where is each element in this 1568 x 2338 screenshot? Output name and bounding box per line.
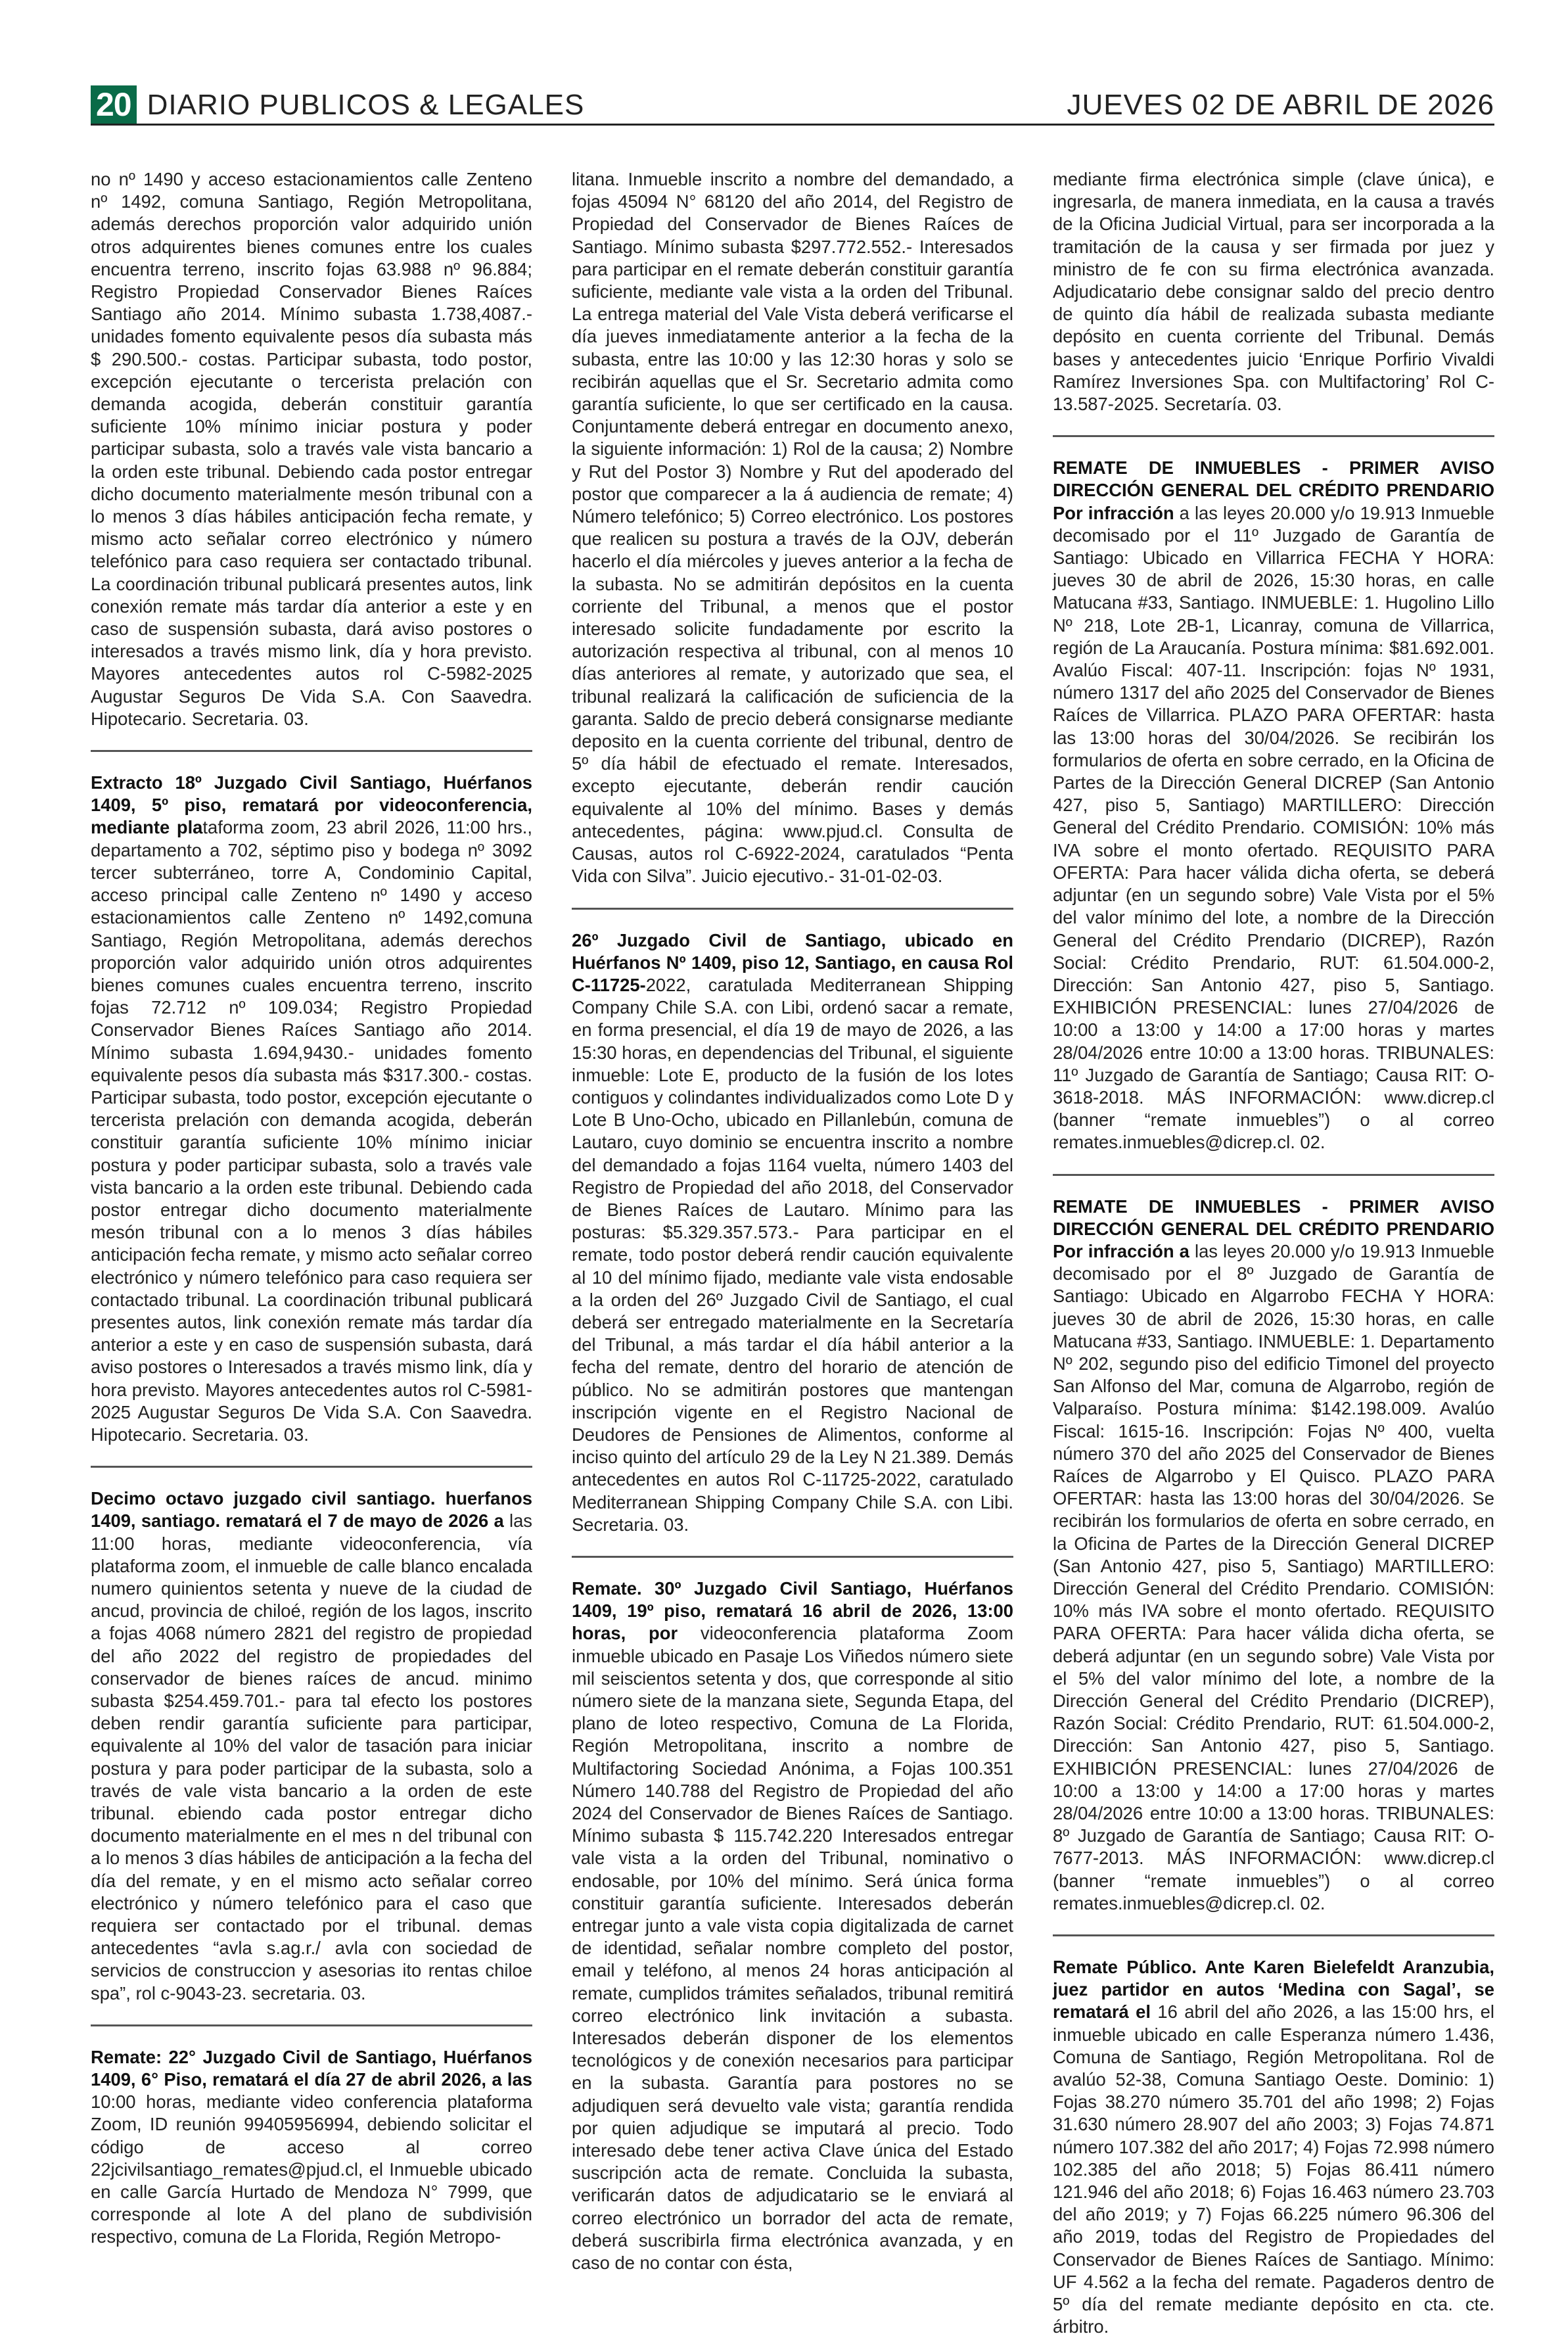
columns xyxy=(91,168,1495,2337)
publication-name: DIARIO PUBLICOS & LEGALES xyxy=(147,89,585,121)
column-1 xyxy=(91,168,532,2266)
notice-body: 10:00 horas, mediante video conferencia plataforma Zoom, ID reunión 99405956994, debiendo solicitar el código de acceso al correo 22jcivilsantiago_remates@pjud.cl, el Inmueble ubicado en calle García Hurtado de Mendoza N° 7999, que corresponde al lote A del plano de subdivisión respectivo, comuna de La Florida, Región Metropo- xyxy=(91,2092,532,2247)
notice-lead: Remate: 22° Juzgado Civil de Santiago, Huérfanos 1409, 6° Piso, rematará el día 27 de abril 2026, a las xyxy=(91,2046,532,2090)
notice-26-juzgado xyxy=(572,929,1013,1536)
notice-lead: Decimo octavo juzgado civil santiago. huerfanos 1409, santiago. rematará el 7 de mayo de 2026 a xyxy=(91,1488,532,1531)
divider xyxy=(1053,1174,1494,1176)
notice-dicrep-algarrobo xyxy=(1053,1196,1494,1915)
divider xyxy=(91,750,532,752)
notice-body: 2022, caratulada Mediterranean Shipping Company Chile S.A. con Libi, ordenó sacar a remate, en forma presencial, el día 19 de mayo de 2026, a las 15:30 horas, en dependencias del Tribunal, el siguiente inmueble: Lote E, producto de la fusión de los lotes contiguos y colindantes individualizados como Lote D y Lote B Uno-Ocho, ubicado en Pillanlebún, comuna de Lautaro, cuyo dominio se encuentra inscrito a nombre del demandado a fojas 1164 vuelta, número 1403 del Registro de Propiedad del año 2018, del Conservador de Bienes Raíces de Lautaro. Mínimo para las posturas: $5.329.357.573.- Para participar en el remate, todo postor deberá rendir caución equivalente al 10 del mínimo fijado, mediante vale vista endosable a la orden del 26º Juzgado Civil de Santiago, el cual deberá ser entregado materialmente en la Secretaría del Tribunal, a más tardar el día hábil anterior a la fecha del remate, dentro del horario de atención de público. No se admitirán postores que mantengan inscripción vigente en el Registro Nacional de Deudores de Pensiones de Alimentos, conforme al inciso quinto del artículo 29 de la Ley N 21.389. Demás antecedentes en autos Rol C-11725-2022, caratulado Mediterranean Shipping Company Chile S.A. con Libi. Secretaria. 03. xyxy=(572,974,1013,1535)
notice-body: 16 abril del año 2026, a las 15:00 hrs, el inmueble ubicado en calle Esperanza número 1.436, Comuna de Santiago, Región Metropolitana. Rol de avalúo 52-38, Comuna Santiago Oeste. Dominio: 1) Fojas 38.270 número 35.701 del año 1998; 2) Fojas 31.630 número 28.907 del año 2003; 3) Fojas 74.871 número 107.382 del año 2017; 4) Fojas 72.998 número 102.385 del año 2018; 5) Fojas 86.411 número 121.946 del año 2018; 6) Fojas 16.463 número 23.703 del año 2019; y 7) Fojas 66.225 número 96.306 del año 2019, todas del Registro de Propiedades del Conservador de Bienes Raíces de Santiago. Mínimo: UF 4.562 a la fecha del remate. Pagaderos dentro de 5º día del remate mediante depósito en cta. cte. árbitro. xyxy=(1053,2001,1495,2337)
notice-dicrep-villarrica xyxy=(1053,457,1494,1154)
notice-continued xyxy=(91,168,532,730)
notice-body: videoconferencia plataforma Zoom inmueble ubicado en Pasaje Los Viñedos número siete mil seiscientos setenta y dos, que corresponde al sitio número siete de la manzana siete, Segunda Etapa, del plano de loteo respectivo, Comuna de La Florida, Región Metropolitana, inscrito a nombre de Multifactoring Sociedad Anónima, a Fojas 100.351 Número 140.788 del Registro de Propiedad del año 2024 del Conservador de Bienes Raíces de Santiago. Mínimo subasta $ 115.742.220 Interesados entregar vale vista a la orden del Tribunal, nominativo o endosable, por 10% del mínimo. Será única forma constituir garantía suficiente. Interesados deberán entregar junto a vale vista copia digitalizada de carnet de identidad, señalar nombre completo del postor, email y teléfono, al menos 24 horas anticipación al remate, cumplidos trámites señalados, tribunal remitirá correo electrónico link invitación a subasta. Interesados deberán disponer de los elementos tecnológicos y de conexión necesarios para participar en la subasta. Garantía para postores no se adjudiquen será devuelto vale vista; garantía rendida por quien adjudique se imputará al precio. Todo interesado debe tener activa Clave única del Estado suscripción acta de remate. Concluida la subasta, verificarán datos de adjudicatario se le enviará al correo electrónico un borrador del acta de remate, deberá suscribirla firma electrónica avanzada, y en caso de no contar con ésta, xyxy=(572,1623,1014,2274)
divider xyxy=(91,1466,532,1468)
notice-lead: REMATE DE INMUEBLES - PRIMER AVISO DIRECCIÓN GENERAL DEL CRÉDITO PRENDARIO Por infracción xyxy=(1053,457,1494,523)
notice-body: no nº 1490 y acceso estacionamientos calle Zenteno nº 1492, comuna Santiago, Región Metropolitana, además derechos proporción valor adquirido unión otros adquirentes bienes comunes entre los cuales encuentra terreno, inscrito fojas 63.988 nº 96.884; Registro Propiedad Conservador Bienes Raíces Santiago año 2014. Mínimo subasta 1.738,4087.- unidades fomento equivalente pesos día subasta más $ 290.500.- costas. Participar subasta, todo postor, excepción ejecutante o tercerista prelación con demanda acogida, deberán constituir garantía suficiente 10% mínimo iniciar postura y poder participar subasta, solo a través vale vista bancario a la orden este tribunal. Debiendo cada postor entregar dicho documento materialmente mesón tribunal con a lo menos 3 días hábiles anticipación fecha remate, y mismo acto señalar correo electrónico y número telefónico para caso requiera ser contactado tribunal. La coordinación tribunal publicará presentes autos, link conexión remate más tardar día anterior a este y en caso de suspensión subasta, dará aviso postores o interesados a través mismo link, día y hora previsto. Mayores antecedentes autos rol C-5982-2025 Augustar Seguros De Vida S.A. Con Saavedra. Hipotecario. Secretaria. 03. xyxy=(91,169,532,729)
notice-body: las leyes 20.000 y/o 19.913 Inmueble decomisado por el 8º Juzgado de Garantía de Santiago: Ubicado en Algarrobo FECHA Y HORA: jueves 30 de abril de 2026, 15:30 horas, en calle Matucana #33, Santiago. INMUEBLE: 1. Departamento Nº 202, segundo piso del edificio Timonel del proyecto San Alfonso del Mar, comuna de Algarrobo, región de Valparaíso. Postura mínima: $142.198.009. Avalúo Fiscal: 1615-16. Inscripción: Fojas Nº 400, vuelta número 370 del año 2025 del Conservador de Bienes Raíces de Algarrobo y El Quisco. PLAZO PARA OFERTAR: hasta las 13:00 horas del 30/04/2026. Se recibirán los formularios de oferta en sobre cerrado, en la Oficina de Partes de la Dirección General DICREP (San Antonio 427, piso 5, Santiago) MARTILLERO: Dirección General del Crédito Prendario. COMISIÓN: 10% más IVA sobre el monto ofertado. REQUISITO PARA OFERTA: Para hacer válida dicha oferta, se deberá adjuntar (en un segundo sobre) Vale Vista por el 5% del valor mínimo del lote, a nombre de la Dirección General del Crédito Prendario (DICREP), Razón Social: Crédito Prendario, RUT: 61.504.000-2, Dirección: San Antonio 427, piso 5, Santiago. EXHIBICIÓN PRESENCIAL: lunes 27/04/2026 de 10:00 a 13:00 y 14:00 a 17:00 horas y martes 28/04/2026 entre 10:00 a 13:00 horas. TRIBUNALES: 8º Juzgado de Garantía de Santiago; Causa RIT: O-7677-2013. MÁS INFORMACIÓN: www.dicrep.cl (banner “remate inmuebles”) o al correo remates.inmuebles@dicrep.cl. 02. xyxy=(1053,1240,1495,1913)
divider xyxy=(91,2024,532,2026)
column-2 xyxy=(572,168,1014,2274)
divider xyxy=(572,908,1013,910)
notice-decimo-octavo xyxy=(91,1487,532,2005)
divider xyxy=(1053,435,1494,437)
notice-body: litana. Inmueble inscrito a nombre del demandado, a fojas 45094 N° 68120 del año 2014, del Registro de Propiedad del Conservador de Bienes Raíces de Santiago. Mínimo subasta $297.772.552.- Interesados para participar en el remate deberán constituir garantía suficiente, mediante vale vista a la orden del Tribunal. La entrega material del Vale Vista deberá verificarse el día jueves inmediatamente anterior a la fecha de la subasta, entre las 10:00 y las 12:30 horas y solo se recibirán aquellas que el Sr. Secretario admita como garantía suficiente, lo que ser certificado en la causa. Conjuntamente deberá entregar en documento anexo, la siguiente información: 1) Rol de la causa; 2) Nombre y Rut del Postor 3) Nombre y Rut del apoderado del postor que comparecer a la á audiencia de remate; 4) Número telefónico; 5) Correo electrónico. Los postores que realicen su postura a través de la OJV, deberán hacerlo el día miércoles y jueves anterior a la fecha de la subasta. No se admitirán depósitos en la cuenta corriente del Tribunal, a menos que el postor interesado solicite fundadamente por escrito la autorización respectiva al tribunal, con al menos 10 días anteriores al remate, y autorizado que sea, el tribunal realizará la calificación de suficiencia de la garanta. Saldo de precio deberá consignarse mediante deposito en la cuenta corriente del tribunal, dentro de 5º día hábil de efectuado el remate. Interesados, excepto ejecutante, deberán rendir caución equivalente al 10% del mínimo. Bases y demás antecedentes, página: www.pjud.cl. Consulta de Causas, autos rol C-6922-2024, caratulados “Penta Vida con Silva”. Juicio ejecutivo.- 31-01-02-03. xyxy=(572,169,1013,887)
notice-body: las 11:00 horas, mediante videoconferencia, vía plataforma zoom, el inmueble de calle blanco encalada numero quinientos setenta y nueve de la ciudad de ancud, provincia de chiloé, región de los lagos, inscrito a fojas 4068 número 2821 del registro de propiedad del año 2022 del registro de propiedades del conservador de bienes raíces de ancud. minimo subasta $254.459.701.- para tal efecto los postores deben rendir garantía suficiente para participar, equivalente al 10% del valor de tasación para iniciar postura y para poder participar de la subasta, solo a través de vale vista bancario a la orden de este tribunal. ebiendo cada postor entregar dicho documento materialmente en el mes n del tribunal con a lo menos 3 días hábiles de anticipación a la fecha del día del remate, y en el mismo acto señalar correo electrónico y número telefónico para el caso que requiera ser contactado por el tribunal. demas antecedentes “avla s.ag.r./ avla con sociedad de servicios de construccion y asesorias ito rentas chiloe spa”, rol c-9043-23. secretaria. 03. xyxy=(91,1510,532,2003)
notice-lead: Remate Público. Ante Karen Bielefeldt Aranzubia, juez partidor en autos ‘Medina con Sagal’, se rematará el xyxy=(1053,1957,1494,2022)
notice-lead: Remate. 30º Juzgado Civil Santiago, Huérfanos 1409, 19º piso, rematará 16 abril de 2026, 13:00 horas, por xyxy=(572,1578,1013,1644)
notice-continued xyxy=(572,168,1013,888)
masthead xyxy=(91,84,1494,126)
divider xyxy=(1053,1934,1494,1936)
notice-body: mediante firma electrónica simple (clave única), e ingresarla, de manera inmediata, en la causa a través de la Oficina Judicial Virtual, para ser incorporada a la tramitación de la causa y ser firmada por juez y ministro de fe con su firma electrónica avanzada. Adjudicatario debe consignar saldo del precio dentro de quinto día hábil de realizada subasta mediante depósito en cuenta corriente del Tribunal. Demás bases y antecedentes juicio ‘Enrique Porfirio Vivaldi Ramírez Inversiones Spa. con Multifactoring’ Rol C-13.587-2025. Secretaría. 03. xyxy=(1053,169,1494,415)
notice-lead: Extracto 18º Juzgado Civil Santiago, Huérfanos 1409, 5º piso, rematará por videoconferencia, mediante pla xyxy=(91,772,532,838)
notice-continued xyxy=(1053,168,1494,415)
notice-lead: REMATE DE INMUEBLES - PRIMER AVISO DIRECCIÓN GENERAL DEL CRÉDITO PRENDARIO Por infracción a xyxy=(1053,1196,1494,1261)
column-3 xyxy=(1053,168,1495,2337)
notice-lead: 26º Juzgado Civil de Santiago, ubicado en Huérfanos Nº 1409, piso 12, Santiago, en causa Rol C-11725- xyxy=(572,929,1013,995)
notice-18-juzgado xyxy=(91,772,532,1446)
publication-date: JUEVES 02 DE ABRIL DE 2026 xyxy=(1067,89,1494,121)
notice-body: a las leyes 20.000 y/o 19.913 Inmueble decomisado por el 11º Juzgado de Garantía de Santiago: Ubicado en Villarrica FECHA Y HORA: jueves 30 de abril de 2026, 15:30 horas, en calle Matucana #33, Santiago. INMUEBLE: 1. Hugolino Lillo Nº 218, Lote 2B-1, Licanray, comuna de Villarrica, región de La Araucanía. Postura mínima: $81.692.001. Avalúo Fiscal: 407-11. Inscripción: fojas Nº 1931, número 1317 del año 2025 del Conservador de Bienes Raíces de Villarrica. PLAZO PARA OFERTAR: hasta las 13:00 horas del 30/04/2026. Se recibirán los formularios de oferta en sobre cerrado, en la Oficina de Partes de la Dirección General DICREP (San Antonio 427, piso 5, Santiago) MARTILLERO: Dirección General del Crédito Prendario. COMISIÓN: 10% más IVA sobre el monto ofertado. REQUISITO PARA OFERTA: Para hacer válida dicha oferta, se deberá adjuntar (en un segundo sobre) Vale Vista por el 5% del valor mínimo del lote, a nombre de la Dirección General del Crédito Prendario (DICREP), Razón Social: Crédito Prendario, RUT: 61.504.000-2, Dirección: San Antonio 427, piso 5, Santiago. EXHIBICIÓN PRESENCIAL: lunes 27/04/2026 de 10:00 a 13:00 y 14:00 a 17:00 horas y martes 28/04/2026 entre 10:00 a 13:00 horas. TRIBUNALES: 11º Juzgado de Garantía de Santiago; Causa RIT: O-3618-2018. MÁS INFORMACIÓN: www.dicrep.cl (banner “remate inmuebles”) o al correo remates.inmuebles@dicrep.cl. 02. xyxy=(1053,502,1495,1153)
notice-body: taforma zoom, 23 abril 2026, 11:00 hrs., departamento a 702, séptimo piso y bodega nº 3092 tercer subterráneo, torre A, Condominio Capital, acceso principal calle Zenteno nº 1490 y acceso estacionamientos calle Zenteno nº 1492,comuna Santiago, Región Metropolitana, además derechos proporción valor adquirido unión otros adquirentes bienes comunes cuales encuentra terreno, inscrito fojas 72.712 nº 109.034; Registro Propiedad Conservador Bienes Raíces Santiago año 2014. Mínimo subasta 1.694,9430.- unidades fomento equivalente pesos día subasta más $317.300.- costas. Participar subasta, todo postor, excepción ejecutante o tercerista prelación con demanda acogida, deberán constituir garantía suficiente 10% mínimo iniciar postura y poder participar subasta, solo a través vale vista bancario a la orden este tribunal. Debiendo cada postor entregar dicho documento materialmente mesón tribunal con a lo menos 3 días hábiles anticipación fecha remate, y mismo acto señalar correo electrónico y número telefónico para caso requiera ser contactado tribunal. La coordinación tribunal publicará presentes autos, link conexión remate más tardar día anterior a este y en caso de suspensión subasta, dará aviso postores o Interesados a través mismo link, día y hora previsto. Mayores antecedentes autos rol C-5981-2025 Augustar Seguros De Vida S.A. Con Saavedra. Hipotecario. Secretaria. 03. xyxy=(91,817,532,1445)
notice-22-juzgado xyxy=(91,2046,532,2249)
notice-30-juzgado xyxy=(572,1578,1013,2274)
page-number: 20 xyxy=(91,85,137,124)
notice-remate-publico xyxy=(1053,1956,1494,2338)
divider xyxy=(572,1556,1013,1558)
